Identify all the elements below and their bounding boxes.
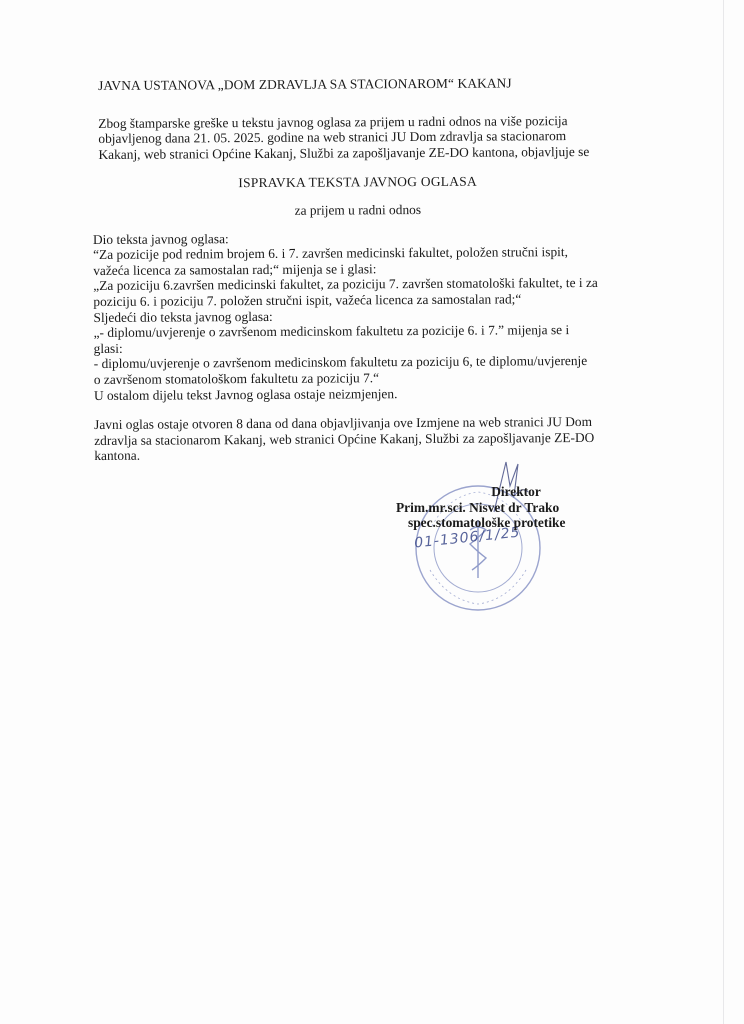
body-line: Dio teksta javnog oglasa: [92, 230, 229, 247]
body-line: Sljedeći dio teksta javnog oglasa: [93, 308, 273, 325]
intro-line: Kakanj, web stranici Općine Kakanj, Službi za zapošljavanje ZE-DO kantona, objavljuje se [98, 143, 590, 162]
signatory-specialty: spec.stomatološke protetike [408, 515, 566, 531]
intro-line: objavljenog dana 21. 05. 2025. godine na web stranici JU Dom zdravlja sa stacionarom [98, 128, 567, 147]
body-line: poziciju 6. i poziciju 7. položen stručni ispit, važeća licenca za samostalan rad;“ [93, 291, 522, 309]
body-line: glasi: [93, 340, 123, 356]
body-line: o završenom stomatološkom fakultetu za poziciju 7.“ [93, 370, 380, 387]
scan-edge-line [723, 0, 724, 1024]
document-title: ISPRAVKA TEKSTA JAVNOG OGLASA [238, 174, 478, 191]
closing-line: Javni oglas ostaje otvoren 8 dana od dana objavljivanja ove Izmjene na web stranici JU Dom [94, 414, 593, 433]
closing-line: zdravlja sa stacionarom Kakanj, web stranici Općine Kakanj, Službi za zapošljavanje ZE-DO [94, 429, 595, 448]
signature-block [396, 484, 596, 531]
registration-number: 01-1306/1/25 [413, 524, 522, 552]
body-line: “Za pozicije pod rednim brojem 6. i 7. završen medicinski fakultet, položen stručni ispit, [93, 244, 568, 263]
signatory-role: Direktor [491, 484, 541, 499]
body-line: „- diplomu/uvjerenje o završenom medicinskom fakultetu za pozicije 6. i 7.” mijenja se i [93, 322, 570, 341]
signatory-name: Prim.mr.sci. Nisvet dr Trako [396, 499, 560, 515]
correction-paragraph [93, 228, 624, 403]
body-line: U ostalom dijelu tekst Javnog oglasa ostaje neizmjenjen. [93, 385, 398, 403]
body-line: - diplomu/uvjerenje o završenom medicinskom fakultetu za poziciju 6, te diplomu/uvjerenje [93, 353, 588, 372]
institution-header: JAVNA USTANOVA „DOM ZDRAVLJA SA STACIONAROM“ KAKANJ [97, 75, 512, 93]
intro-paragraph [98, 112, 622, 162]
body-line: važeća licenca za samostalan rad;“ mijenja se i glasi: [93, 261, 377, 278]
document-subtitle: za prijem u radni odnos [294, 201, 422, 218]
intro-line: Zbog štamparske greške u tekstu javnog oglasa za prijem u radni odnos na više pozicija [98, 112, 568, 131]
closing-line: kantona. [94, 447, 141, 464]
body-line: „Za poziciju 6.završen medicinski fakultet, za poziciju 7. završen stomatološki fakultet, te i za [93, 275, 598, 294]
document-body [92, 75, 624, 464]
